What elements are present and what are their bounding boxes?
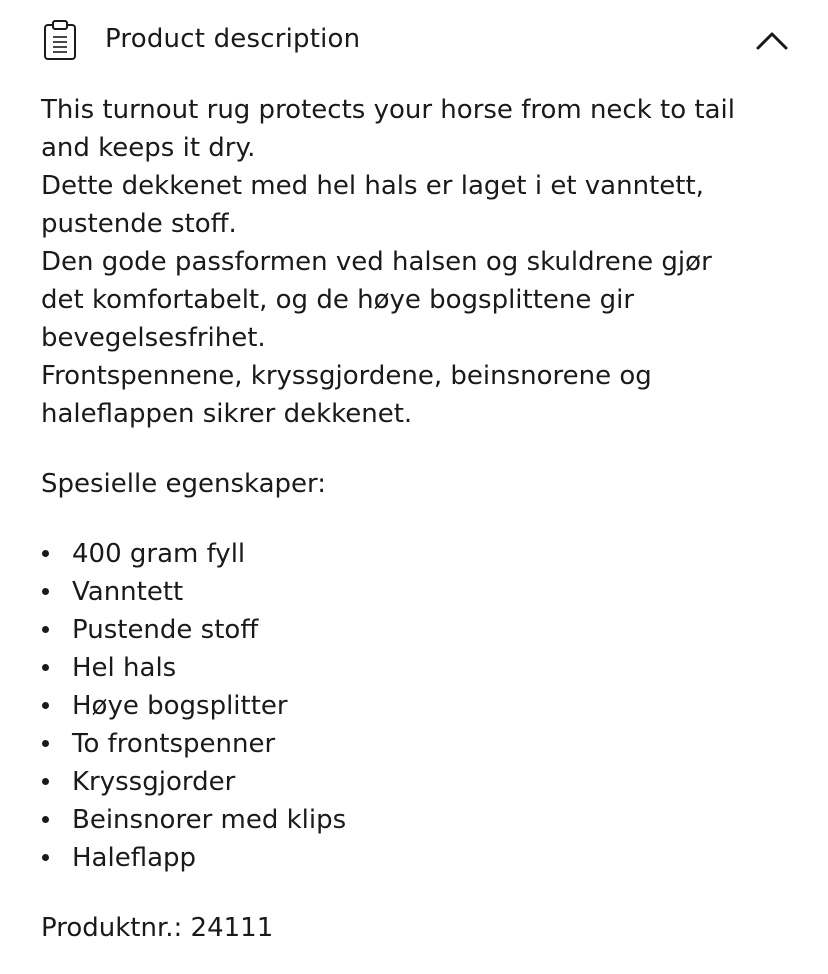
feature-item-label: To frontspenner xyxy=(72,729,276,759)
feature-item xyxy=(41,801,811,839)
document-icon xyxy=(42,19,78,61)
feature-item-label: Høye bogsplitter xyxy=(72,691,288,721)
description-line: Frontspennene, kryssgjordene, beinsnorene og xyxy=(41,361,652,391)
feature-item xyxy=(41,725,811,763)
bullet-icon xyxy=(42,664,49,671)
bullet-icon xyxy=(42,778,49,785)
feature-item-label: Hel hals xyxy=(72,653,177,683)
accordion-title: Product description xyxy=(105,24,361,54)
bullet-icon xyxy=(42,550,49,557)
description-text xyxy=(41,91,811,433)
feature-item-label: Pustende stoff xyxy=(72,615,259,645)
bullet-icon xyxy=(42,740,49,747)
description-line: haleflappen sikrer dekkenet. xyxy=(41,399,413,429)
feature-item xyxy=(41,839,811,877)
chevron-up-icon[interactable] xyxy=(752,26,792,54)
description-line: pustende stoff. xyxy=(41,209,237,239)
feature-item xyxy=(41,649,811,687)
features-heading: Spesielle egenskaper: xyxy=(41,469,327,499)
description-line: Dette dekkenet med hel hals er laget i et vanntett, xyxy=(41,171,704,201)
feature-item-label: 400 gram fyll xyxy=(72,539,246,569)
description-line: Den gode passformen ved halsen og skuldrene gjør xyxy=(41,247,712,277)
bullet-icon xyxy=(42,588,49,595)
feature-item-label: Kryssgjorder xyxy=(72,767,236,797)
feature-item-label: Beinsnorer med klips xyxy=(72,805,347,835)
description-line: bevegelsesfrihet. xyxy=(41,323,266,353)
bullet-icon xyxy=(42,702,49,709)
feature-item xyxy=(41,687,811,725)
product-number: Produktnr.: 24111 xyxy=(41,913,274,943)
feature-item-label: Haleflapp xyxy=(72,843,197,873)
product-description-content xyxy=(41,91,811,947)
features-list xyxy=(41,535,811,877)
feature-item xyxy=(41,573,811,611)
description-line: and keeps it dry. xyxy=(41,133,256,163)
bullet-icon xyxy=(42,854,49,861)
product-description-accordion-header[interactable] xyxy=(0,0,828,80)
description-line: det komfortabelt, og de høye bogsplittene gir xyxy=(41,285,635,315)
feature-item xyxy=(41,763,811,801)
bullet-icon xyxy=(42,626,49,633)
feature-item xyxy=(41,535,811,573)
description-line: This turnout rug protects your horse from neck to tail xyxy=(41,95,735,125)
bullet-icon xyxy=(42,816,49,823)
feature-item-label: Vanntett xyxy=(72,577,184,607)
feature-item xyxy=(41,611,811,649)
